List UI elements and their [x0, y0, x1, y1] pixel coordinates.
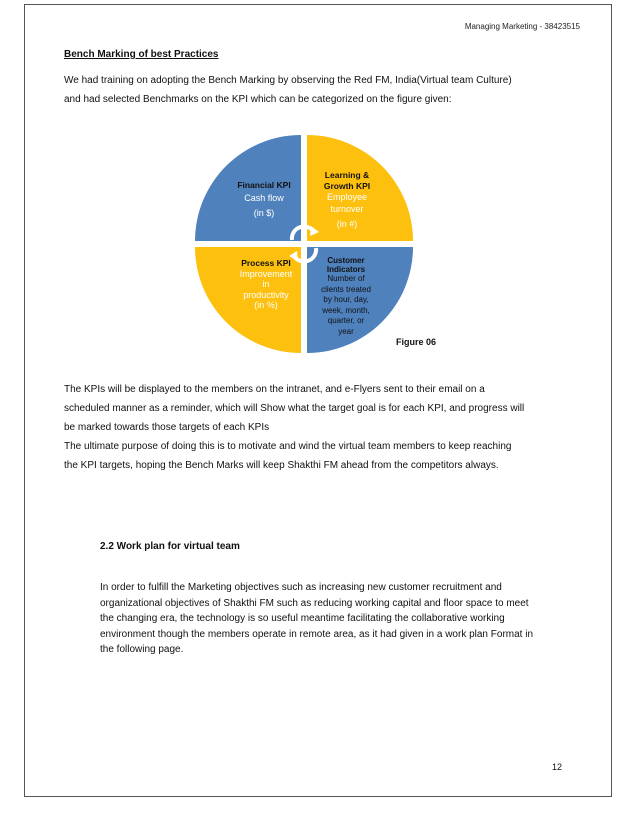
purpose-paragraph	[64, 437, 574, 475]
learning-kpi-line: turnover	[330, 204, 364, 214]
paragraph-line: In order to fulfill the Marketing objectives such as increasing new customer recruitment and	[100, 582, 502, 593]
page-header: Managing Marketing - 38423515	[464, 22, 580, 31]
paragraph-line: organizational objectives of Shakthi FM such as reducing working capital and floor space to meet	[100, 597, 529, 609]
page-number: 12	[552, 762, 563, 772]
customer-indicators-line: clients treated	[321, 284, 371, 294]
learning-kpi-line: Employee	[326, 192, 368, 202]
figure-caption: Figure 06	[396, 337, 437, 347]
customer-indicators-line: Number of	[327, 274, 365, 283]
paragraph-line: the following page.	[100, 644, 184, 655]
process-kpi-heading: Process KPI	[241, 258, 291, 268]
learning-kpi-label	[308, 170, 386, 230]
customer-indicators-line: week, month,	[322, 305, 370, 315]
kpi-figure	[190, 132, 426, 358]
intro-line: We had training on adopting the Bench Marking by observing the Red FM, India(Virtual team Culture)	[64, 75, 512, 86]
customer-indicators-label	[308, 256, 384, 337]
work-plan-heading: 2.2 Work plan for virtual team	[100, 541, 240, 552]
paragraph-line: the KPI targets, hoping the Bench Marks will keep Shakthi FM ahead from the competitors always.	[64, 460, 499, 471]
paragraph-line: scheduled manner as a reminder, which will Show what the target goal is for each KPI, and progress will	[64, 403, 525, 414]
learning-kpi-heading: Growth KPI	[323, 180, 371, 191]
customer-indicators-heading: Customer	[327, 256, 365, 265]
paragraph-line: environment though the members operate in remote area, as it had given in a work plan Format in	[100, 628, 534, 640]
process-kpi-line: in	[262, 279, 270, 289]
financial-kpi-label	[224, 180, 304, 221]
learning-kpi-heading: Learning &	[324, 170, 370, 180]
paragraph-line: be marked towards those targets of each KPIs	[64, 422, 270, 433]
paragraph-line: the changing era, the technology is so useful meantime facilitating the collaborative working	[100, 613, 505, 624]
intro-paragraph	[64, 71, 574, 109]
paragraph-line: The ultimate purpose of doing this is to motivate and wind the virtual team members to keep reaching	[64, 441, 512, 452]
process-kpi-line: productivity	[243, 289, 289, 300]
customer-indicators-line: by hour, day,	[323, 295, 369, 304]
financial-kpi-line: (in $)	[253, 207, 275, 218]
paragraph-line: The KPIs will be displayed to the members on the intranet, and e-Flyers sent to their email on a	[64, 384, 485, 395]
process-kpi-line: (in %)	[254, 300, 278, 310]
financial-kpi-heading: Financial KPI	[237, 180, 291, 190]
process-kpi-label	[228, 258, 304, 311]
learning-kpi-line: (in #)	[336, 219, 358, 229]
customer-indicators-heading: Indicators	[326, 265, 366, 274]
customer-indicators-line: quarter, or	[327, 316, 365, 325]
section-title: Bench Marking of best Practices	[64, 49, 219, 60]
work-plan-paragraph	[100, 580, 570, 658]
process-kpi-line: Improvement	[239, 268, 293, 279]
financial-kpi-line: Cash flow	[244, 192, 284, 203]
kpi-display-paragraph	[64, 380, 574, 437]
customer-indicators-line: year	[338, 326, 354, 336]
intro-line: and had selected Benchmarks on the KPI which can be categorized on the figure given:	[64, 94, 452, 105]
